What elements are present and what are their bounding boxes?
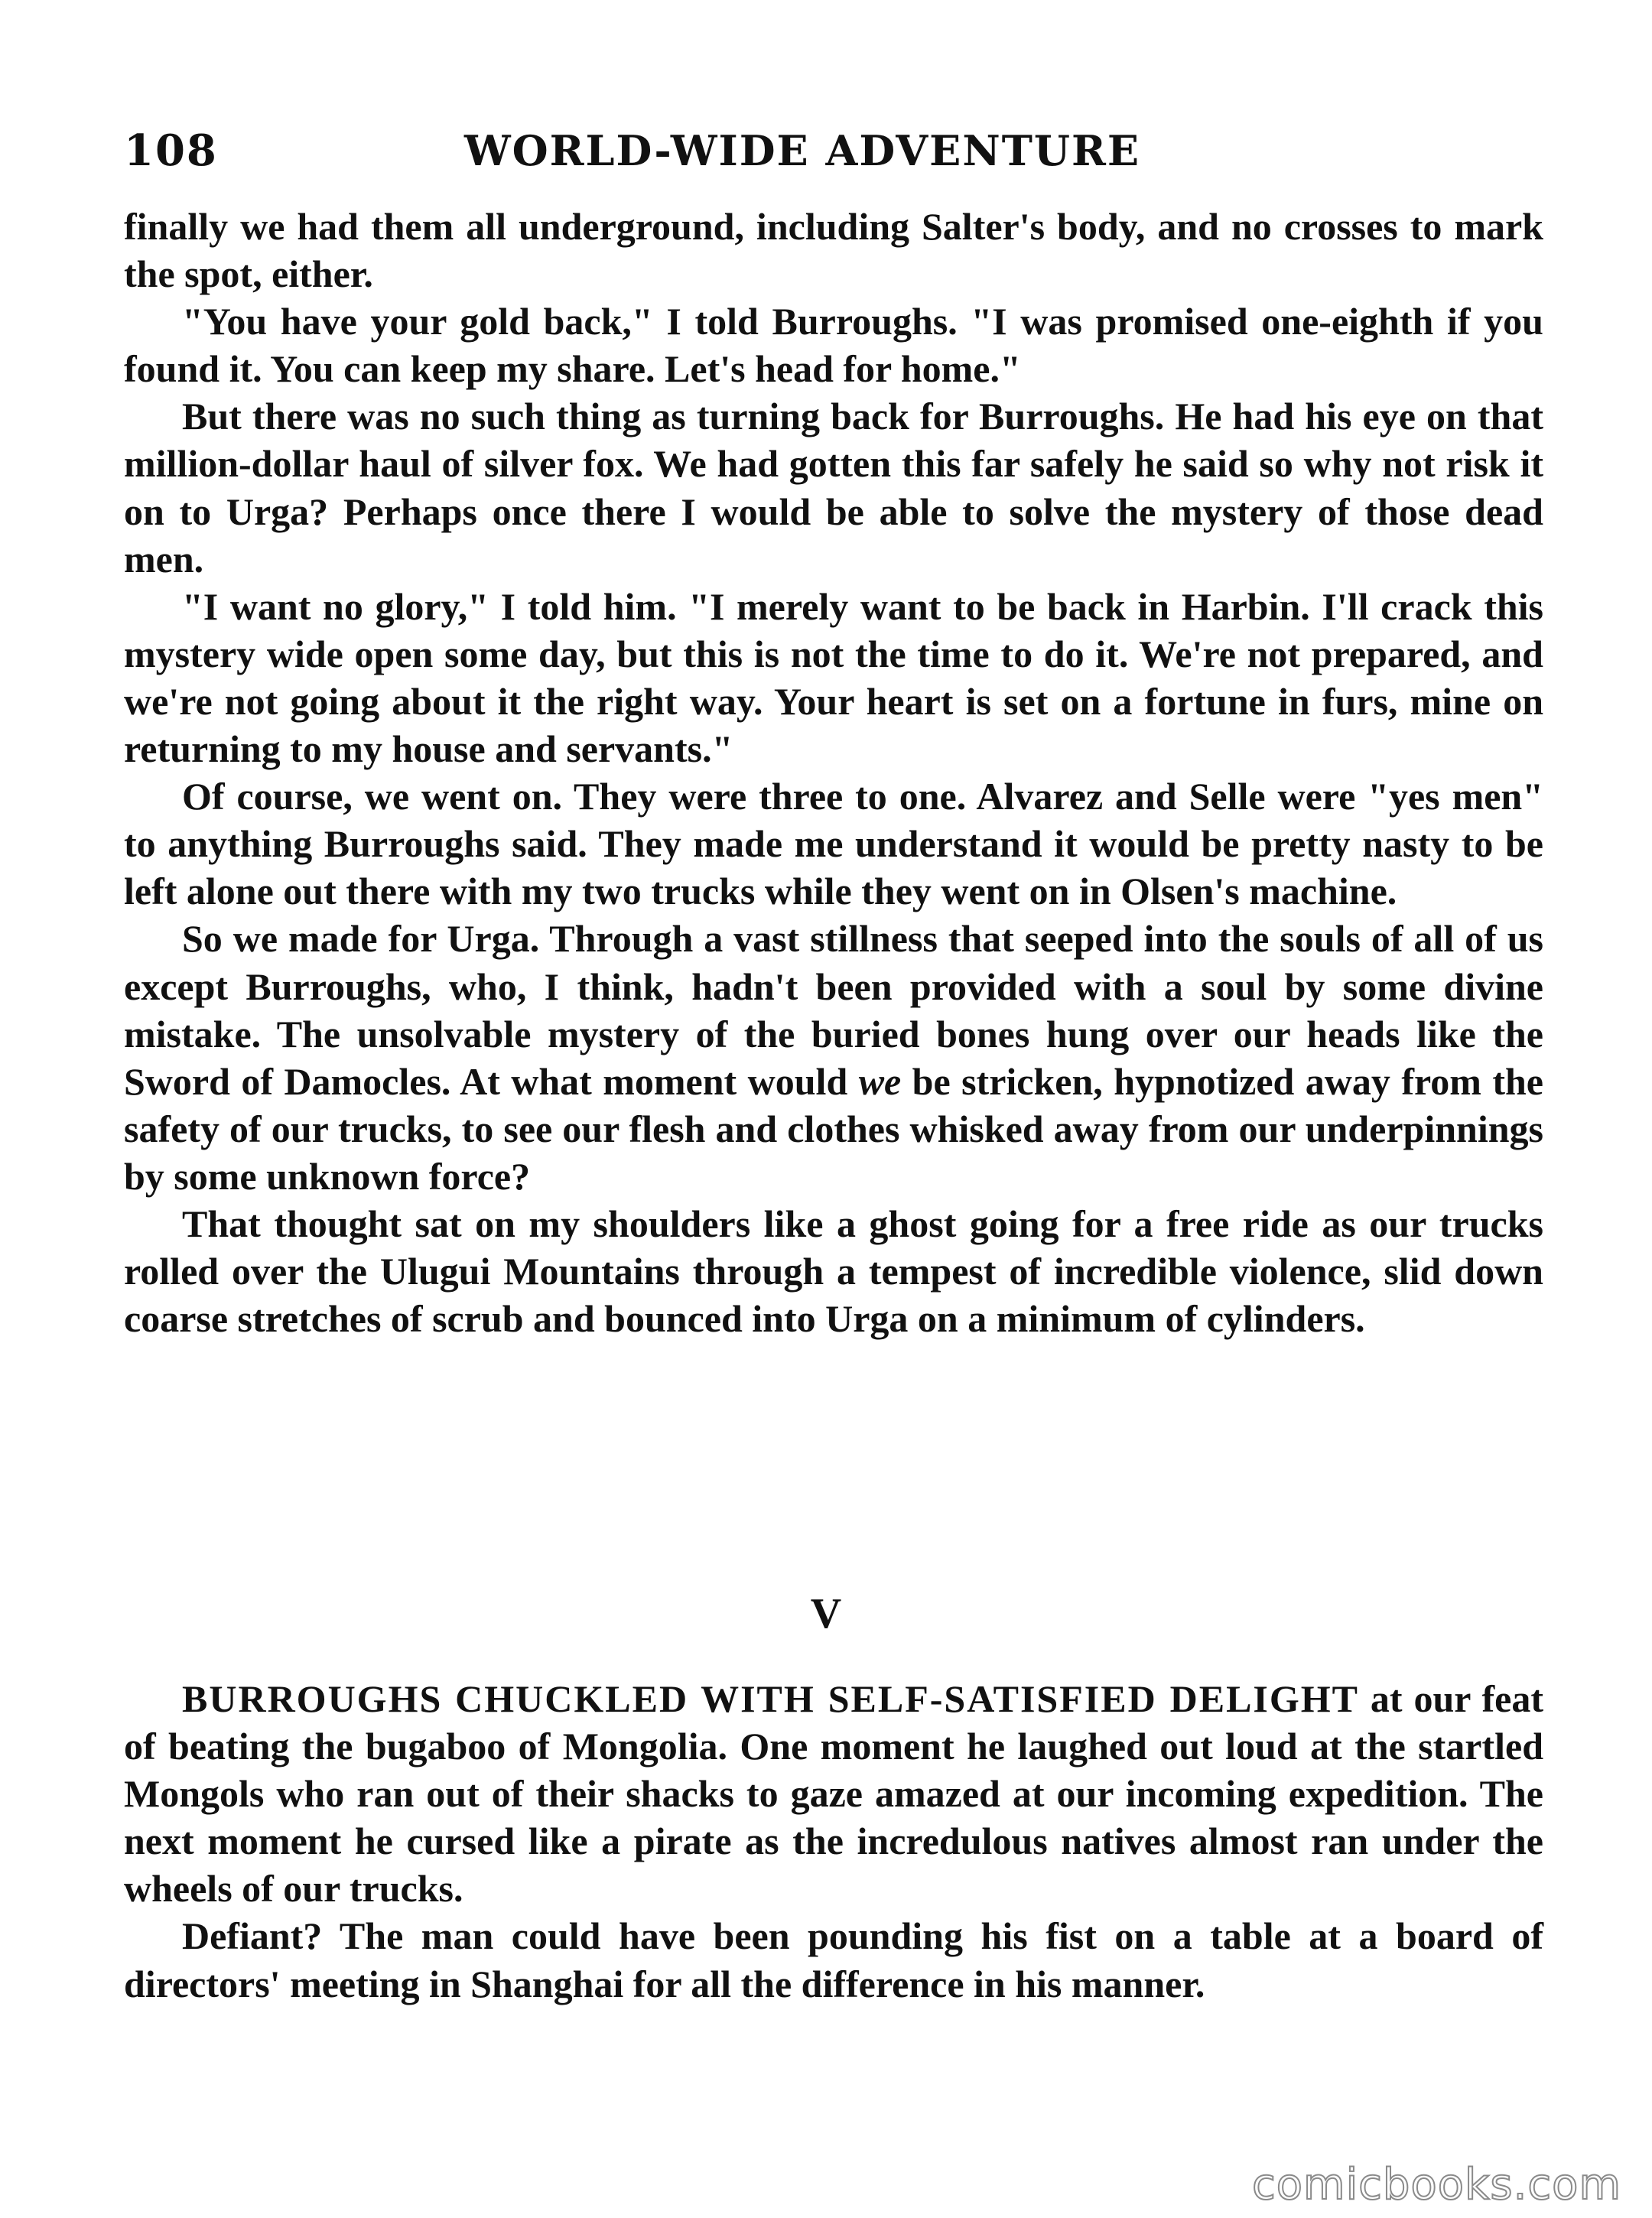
paragraph-text: So we made for Urga. Through a vast stillness that seeped into the souls of all of us except Burroughs, who, I think, hadn't been provided with a soul by some divine mistake. The unsolvable mystery of the buried bones hung over our heads like the Sword of Damocles. At what moment would — [124, 917, 1543, 1103]
emphasis-we: we — [858, 1059, 902, 1103]
paragraph-text: be stricken, hypnotized away from the safety of our trucks, to see our flesh and clothes whisked away from our underpinnings by some unknown force? — [124, 1059, 1543, 1198]
paragraph: Of course, we went on. They were three to one. Alvarez and Selle were "yes men" to anything Burroughs said. They made me understand it would be pretty nasty to be left alone out there with my two trucks while they went on in Olsen's machine. — [124, 775, 1543, 913]
paragraph: But there was no such thing as turning back for Burroughs. He had his eye on that million-dollar haul of silver fox. We had gotten this far safely he said so why not risk it on to Urga? Perhaps once there I would be able to solve the mystery of those dead men. — [124, 395, 1543, 581]
paragraph: finally we had them all underground, including Salter's body, and no crosses to mark the spot, either. — [124, 205, 1543, 296]
page-number: 108 — [124, 125, 218, 176]
paragraph: "You have your gold back," I told Burroughs. "I was promised one-eighth if you found it. You can keep my share. Let's head for home." — [124, 300, 1543, 391]
section-opening-paragraph — [124, 1675, 1543, 1912]
body-text-section-v — [124, 1675, 1543, 2008]
paragraph-urga — [124, 915, 1543, 1200]
page-header — [124, 116, 1543, 185]
paragraph-text: at our feat of beating the bugaboo of Mongolia. One moment he laughed out loud at the startled Mongols who ran out of their shacks to gaze amazed at our incoming expedition. The next moment he cursed like a pirate as the incredulous natives almost ran under the wheels of our trucks. — [124, 1677, 1543, 1911]
watermark-logo: comicbooks.com — [1251, 2160, 1621, 2210]
body-text-before-section — [124, 203, 1543, 1342]
paragraph: Defiant? The man could have been pounding his fist on a table at a board of directors' meeting in Shanghai for all the difference in his manner. — [124, 1914, 1543, 2005]
running-title: WORLD-WIDE ADVENTURE — [464, 126, 1141, 175]
paragraph: "I want no glory," I told him. "I merely want to be back in Harbin. I'll crack this mystery wide open some day, but this is not the time to do it. We're not prepared, and we're not going about it the right way. Your heart is set on a fortune in furs, mine on returning to my house and servants." — [124, 584, 1543, 771]
paragraph: That thought sat on my shoulders like a ghost going for a free ride as our trucks rolled over the Ulugui Mountains through a tempest of incredible violence, slid down coarse stretches of scrub and bounced into Urga on a minimum of cylinders. — [124, 1202, 1543, 1341]
section-opening-caps: BURROUGHS CHUCKLED WITH SELF-SATISFIED DELIGHT — [182, 1677, 1360, 1720]
section-numeral: V — [810, 1590, 842, 1637]
